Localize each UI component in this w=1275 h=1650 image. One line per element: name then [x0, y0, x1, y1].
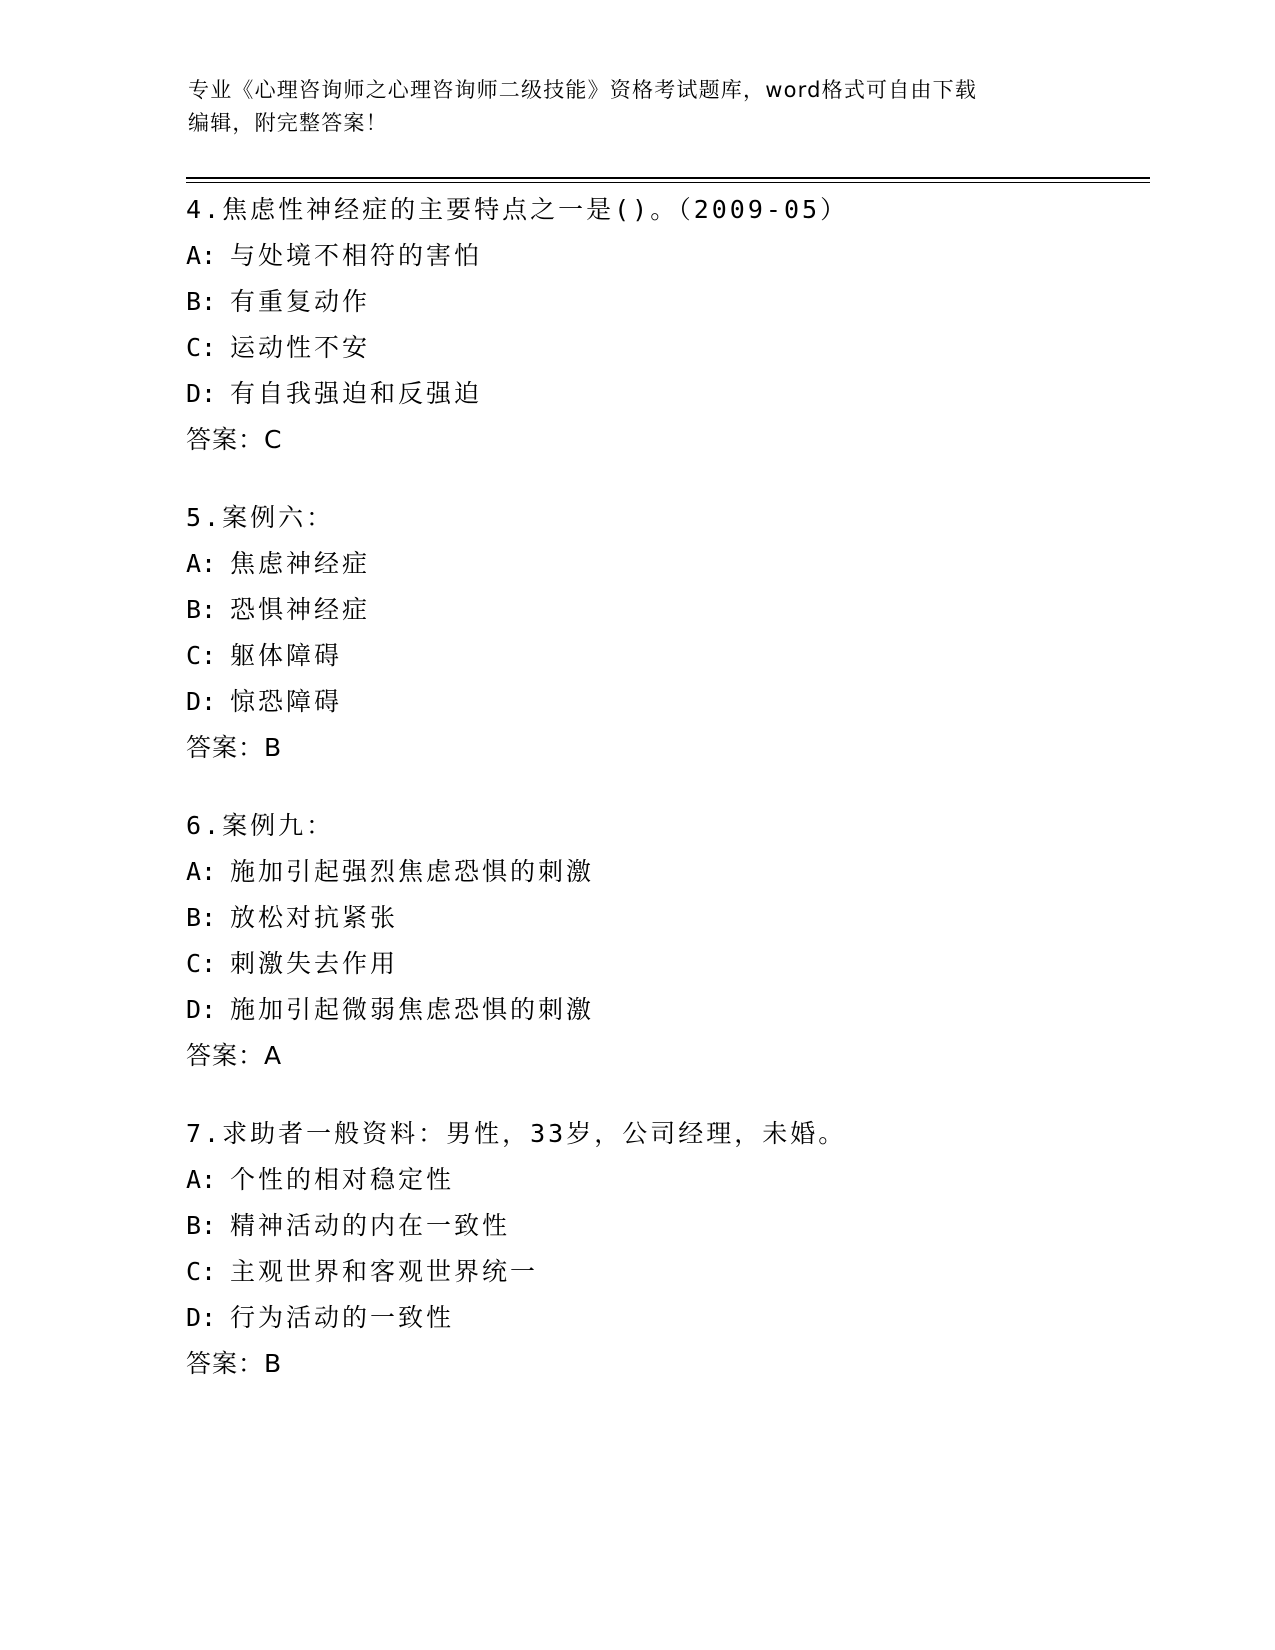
answer-line: 答案：C [186, 425, 283, 454]
option-text: 行为活动的一致性 [230, 1303, 455, 1332]
question-stem: 6.案例九： [186, 811, 335, 840]
option-text: 放松对抗紧张 [230, 903, 399, 932]
option-label: A: [186, 549, 217, 578]
option-d [186, 1295, 1136, 1341]
option-a [186, 541, 1136, 587]
question-7 [186, 1111, 1136, 1387]
option-label: C: [186, 949, 217, 978]
option-text: 有重复动作 [230, 287, 371, 316]
question-stem: 7.求助者一般资料：男性，33岁，公司经理，未婚。 [186, 1119, 847, 1148]
option-label: C: [186, 333, 217, 362]
header-divider-thin [186, 182, 1150, 183]
option-label: B: [186, 903, 217, 932]
option-b [186, 587, 1136, 633]
option-text: 运动性不安 [230, 333, 371, 362]
option-text: 惊恐障碍 [230, 687, 343, 716]
option-c [186, 1249, 1136, 1295]
question-4 [186, 187, 1136, 463]
option-a [186, 849, 1136, 895]
option-label: D: [186, 687, 217, 716]
option-text: 恐惧神经症 [230, 595, 371, 624]
header-line-1: 专业《心理咨询师之心理咨询师二级技能》资格考试题库，word格式可自由下载 [188, 78, 978, 102]
option-c [186, 941, 1136, 987]
option-text: 刺激失去作用 [230, 949, 399, 978]
option-b [186, 895, 1136, 941]
option-text: 与处境不相符的害怕 [230, 241, 483, 270]
answer-line: 答案：B [186, 733, 283, 762]
option-label: D: [186, 379, 217, 408]
answer-line: 答案：B [186, 1349, 283, 1378]
option-a [186, 1157, 1136, 1203]
option-b [186, 1203, 1136, 1249]
option-text: 施加引起微弱焦虑恐惧的刺激 [230, 995, 595, 1024]
option-text: 个性的相对稳定性 [230, 1165, 455, 1194]
question-5 [186, 495, 1136, 771]
option-label: A: [186, 241, 217, 270]
answer-line: 答案：A [186, 1041, 283, 1070]
document-header [188, 74, 1088, 140]
header-divider-thick [186, 177, 1150, 179]
option-d [186, 679, 1136, 725]
option-text: 焦虑神经症 [230, 549, 371, 578]
option-label: A: [186, 1165, 217, 1194]
option-b [186, 279, 1136, 325]
option-text: 施加引起强烈焦虑恐惧的刺激 [230, 857, 595, 886]
option-text: 躯体障碍 [230, 641, 343, 670]
option-c [186, 633, 1136, 679]
option-d [186, 987, 1136, 1033]
option-label: A: [186, 857, 217, 886]
option-text: 有自我强迫和反强迫 [230, 379, 483, 408]
question-stem: 5.案例六： [186, 503, 335, 532]
option-label: D: [186, 1303, 217, 1332]
option-label: B: [186, 595, 217, 624]
option-label: B: [186, 1211, 217, 1240]
header-line-2: 编辑，附完整答案！ [188, 111, 388, 135]
option-text: 主观世界和客观世界统一 [230, 1257, 539, 1286]
question-list [186, 187, 1136, 1419]
option-label: C: [186, 641, 217, 670]
option-text: 精神活动的内在一致性 [230, 1211, 511, 1240]
question-stem: 4.焦虑性神经症的主要特点之一是()。（2009-05） [186, 195, 849, 224]
option-label: D: [186, 995, 217, 1024]
option-d [186, 371, 1136, 417]
option-c [186, 325, 1136, 371]
option-label: C: [186, 1257, 217, 1286]
option-label: B: [186, 287, 217, 316]
option-a [186, 233, 1136, 279]
question-6 [186, 803, 1136, 1079]
